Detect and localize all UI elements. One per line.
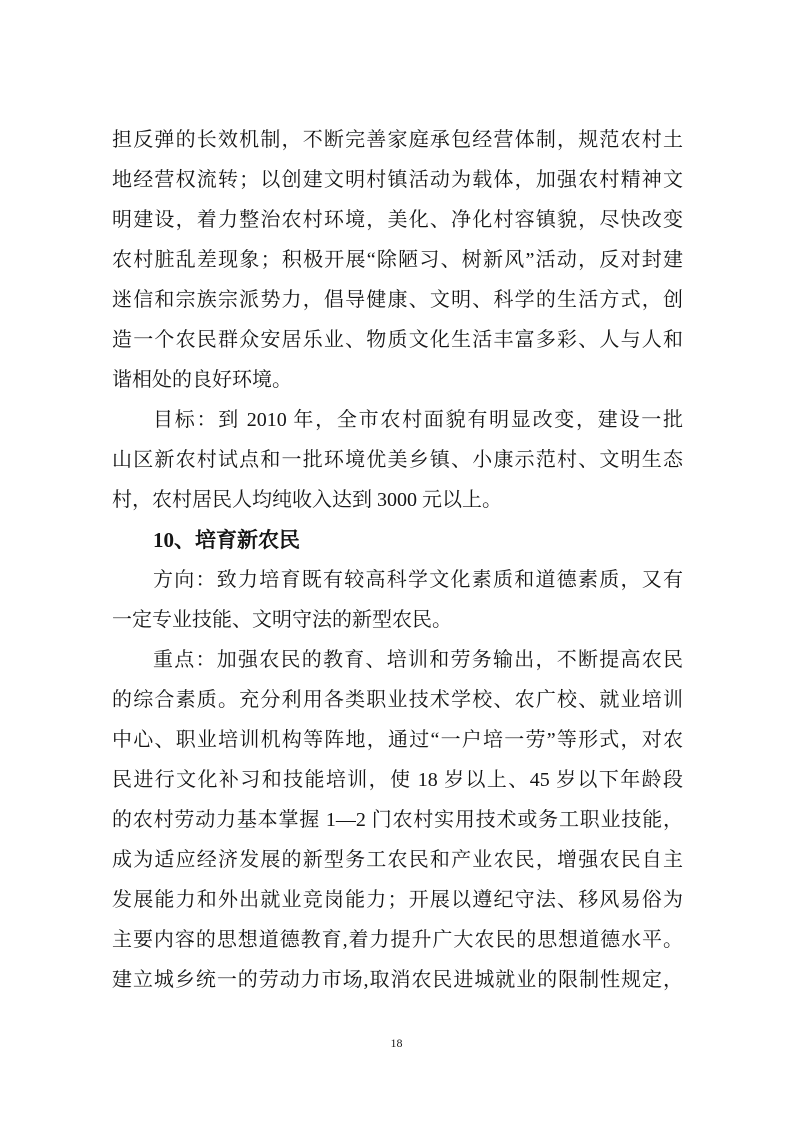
page-footer [0, 1036, 793, 1051]
text-line: 山区新农村试点和一批环境优美乡镇、小康示范村、文明生态 [112, 449, 683, 471]
text-line: 方向：致力培育既有较高科学文化素质和道德素质，又有 [153, 569, 683, 591]
text-line: 明建设，着力整治农村环境，美化、净化村容镇貌，尽快改变 [112, 209, 683, 231]
text-line: 主要内容的思想道德教育,着力提升广大农民的思想道德水平。 [112, 929, 683, 951]
text-line: 农村脏乱差现象；积极开展“除陋习、树新风”活动，反对封建 [112, 249, 683, 271]
text-line: 担反弹的长效机制，不断完善家庭承包经营体制，规范农村土 [112, 129, 683, 151]
text-line: 10、培育新农民 [153, 528, 300, 552]
text-line: 中心、职业培训机构等阵地，通过“一户培一劳”等形式，对农 [112, 729, 683, 751]
text-line: 一定专业技能、文明守法的新型农民。 [112, 609, 452, 631]
text-line: 村，农村居民人均纯收入达到 3000 元以上。 [112, 489, 502, 511]
text-line: 建立城乡统一的劳动力市场,取消农民进城就业的限制性规定， [112, 969, 683, 991]
text-line: 迷信和宗族宗派势力，倡导健康、文明、科学的生活方式，创 [112, 289, 683, 311]
text-line: 民进行文化补习和技能培训，使 18 岁以上、45 岁以下年龄段 [112, 769, 683, 791]
text-line: 的农村劳动力基本掌握 1—2 门农村实用技术或务工职业技能， [112, 809, 683, 831]
text-line: 造一个农民群众安居乐业、物质文化生活丰富多彩、人与人和 [112, 329, 683, 351]
text-line: 的综合素质。充分利用各类职业技术学校、农广校、就业培训 [112, 689, 683, 711]
text-line: 谐相处的良好环境。 [112, 369, 292, 391]
document-body [112, 120, 683, 1000]
text-line: 重点：加强农民的教育、培训和劳务输出，不断提高农民 [153, 649, 683, 671]
text-line: 成为适应经济发展的新型务工农民和产业农民，增强农民自主 [112, 849, 683, 871]
page-number: 18 [390, 1036, 403, 1050]
text-line: 目标：到 2010 年，全市农村面貌有明显改变，建设一批 [153, 409, 683, 431]
text-line: 地经营权流转；以创建文明村镇活动为载体，加强农村精神文 [112, 169, 683, 191]
text-line: 发展能力和外出就业竞岗能力；开展以遵纪守法、移风易俗为 [112, 889, 683, 911]
